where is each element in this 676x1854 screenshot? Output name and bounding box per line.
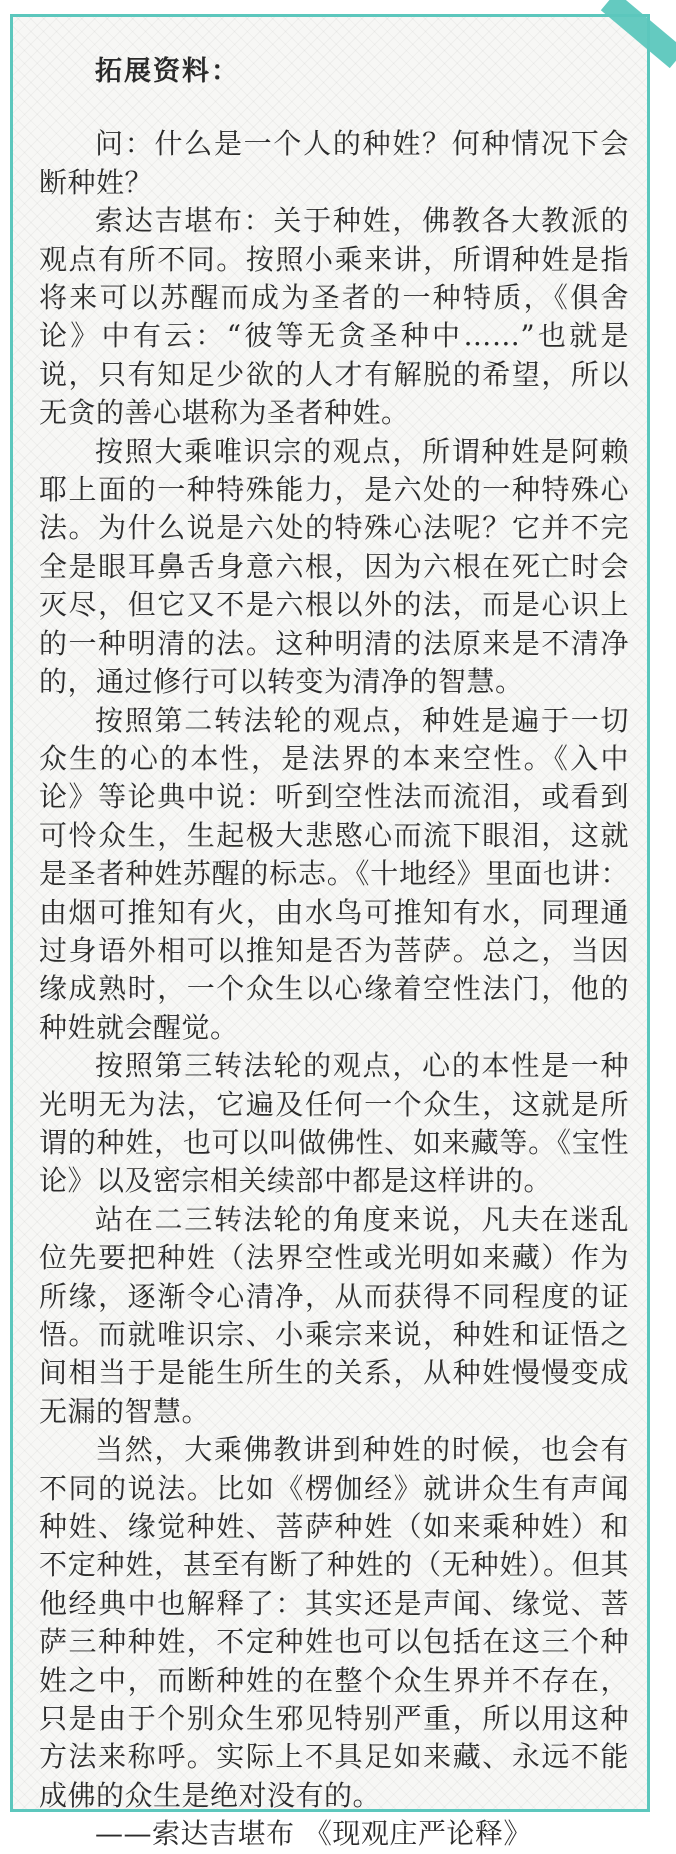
answer-paragraph-third-turning: 按照第三转法轮的观点，心的本性是一种光明无为法，它遍及任何一个众生，这就是所谓的种姓，也可以叫做佛性、如来藏等。《宝性论》以及密宗相关续部中都是这样讲的。 bbox=[39, 1049, 629, 1198]
question-paragraph: 问：什么是一个人的种姓？何种情况下会断种姓？ bbox=[39, 127, 629, 199]
answer-paragraph-realization: 站在二三转法轮的角度来说，凡夫在迷乱位先要把种姓（法界空性或光明如来藏）作为所缘，逐渐令心清净，从而获得不同程度的证悟。而就唯识宗、小乘宗来说，种姓和证悟之间相当于是能生所生的关系，从种姓慢慢变成无漏的智慧。 bbox=[39, 1202, 629, 1428]
excerpt-content bbox=[39, 39, 629, 1854]
section-heading: 拓展资料： bbox=[95, 56, 240, 87]
answer-paragraph-yogacara: 按照大乘唯识宗的观点，所谓种姓是阿赖耶上面的一种特殊能力，是六处的一种特殊心法。为什么说是六处的特殊心法呢？它并不完全是眼耳鼻舌身意六根，因为六根在死亡时会灭尽，但它又不是六根以外的法，而是心识上的一种明清的法。这种明清的法原来是不清净的，通过修行可以转变为清净的智慧。 bbox=[39, 434, 629, 699]
answer-paragraph-conclusion: 当然，大乘佛教讲到种姓的时候，也会有不同的说法。比如《楞伽经》就讲众生有声闻种姓、缘觉种姓、菩萨种姓（如来乘种姓）和不定种姓，甚至有断了种姓的（无种姓）。但其他经典中也解释了：其实还是声闻、缘觉、菩萨三种种姓，不定种姓也可以包括在这三个种姓之中，而断种姓的在整个众生界并不存在，只是由于个别众生邪见特别严重，所以用这种方法来称呼。实际上不具足如来藏、永远不能成佛的众生是绝对没有的。 bbox=[39, 1433, 629, 1812]
answer-paragraph-intro: 索达吉堪布：关于种姓，佛教各大教派的观点有所不同。按照小乘来讲，所谓种姓是指将来可以苏醒而成为圣者的一种特质，《俱舍论》中有云：“彼等无贪圣种中……”也就是说，只有知足少欲的人才有解脱的希望，所以无贪的善心堪称为圣者种姓。 bbox=[39, 204, 629, 430]
source-attribution: ——索达吉堪布 《现观庄严论释》 bbox=[95, 1817, 532, 1851]
excerpt-card bbox=[10, 14, 650, 1851]
answer-paragraph-second-turning: 按照第二转法轮的观点，种姓是遍于一切众生的心的本性，是法界的本来空性。《入中论》等论典中说：听到空性法而流泪，或看到可怜众生，生起极大悲愍心而流下眼泪，这就是圣者种姓苏醒的标志。《十地经》里面也讲：由烟可推知有火，由水鸟可推知有水，同理通过身语外相可以推知是否为菩萨。总之，当因缘成熟时，一个众生以心缘着空性法门，他的种姓就会醒觉。 bbox=[39, 703, 629, 1044]
